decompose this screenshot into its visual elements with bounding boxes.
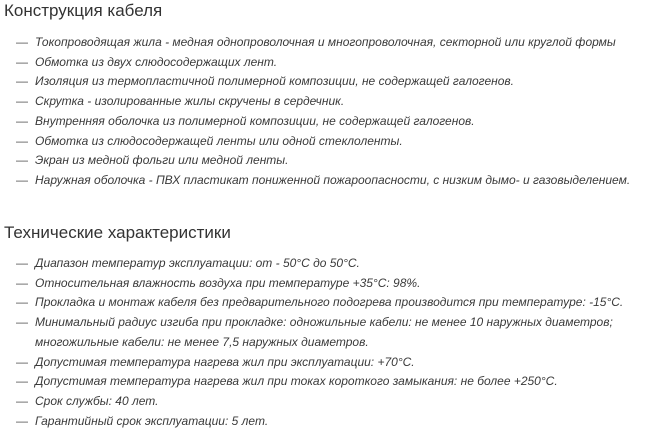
bullet-dash-icon: — <box>16 153 28 168</box>
cable-construction-list <box>16 33 671 191</box>
list-item-text: Срок службы: 40 лет. <box>35 393 159 408</box>
list-item-text: Токопроводящая жила - медная однопроволочная и многопроволочная, секторной или круглой формы <box>35 35 616 49</box>
list-item <box>16 132 671 152</box>
list-item <box>16 353 671 373</box>
list-item-text: Обмотка из слюдосодержащей ленты или одной стеклоленты. <box>35 133 403 148</box>
list-item <box>16 33 671 53</box>
list-item <box>16 112 671 132</box>
list-item <box>16 392 671 412</box>
list-item <box>16 412 671 432</box>
list-item <box>16 293 671 313</box>
bullet-dash-icon: — <box>16 54 28 69</box>
list-item-text: Наружная оболочка - ПВХ пластикат пониженной пожароопасности, с низким дымо- и газовыделением. <box>35 172 631 187</box>
list-item-text: Диапазон температур эксплуатации: от - 50°С до 50°С. <box>35 256 360 270</box>
list-item-text: Минимальный радиус изгиба при прокладке: одножильные кабели: не менее 10 наружных диаметров; <box>35 315 613 330</box>
bullet-dash-icon: — <box>16 256 28 270</box>
bullet-dash-icon: — <box>16 315 28 330</box>
bullet-dash-icon: — <box>16 172 28 187</box>
bullet-dash-icon: — <box>16 413 28 428</box>
bullet-dash-icon: — <box>16 94 28 109</box>
bullet-dash-icon: — <box>16 35 28 49</box>
bullet-dash-icon: — <box>16 354 28 369</box>
technical-specs-heading: Технические характеристики <box>4 223 231 242</box>
list-item-text: Допустимая температура нагрева жил при токах короткого замыкания: не более +250°С. <box>35 374 558 389</box>
list-item-text: Относительная влажность воздуха при температуре +35°С: 98%. <box>35 275 421 290</box>
list-item-continuation: многожильные кабели: не менее 7,5 наружных диаметров. <box>35 334 369 349</box>
bullet-dash-icon: — <box>16 113 28 128</box>
list-item-text: Обмотка из двух слюдосодержащих лент. <box>35 54 278 69</box>
bullet-dash-icon: — <box>16 133 28 148</box>
list-item-text: Гарантийный срок эксплуатации: 5 лет. <box>35 413 269 428</box>
bullet-dash-icon: — <box>16 393 28 408</box>
list-item <box>16 72 671 92</box>
bullet-dash-icon: — <box>16 275 28 290</box>
list-item-text: Внутренняя оболочка из полимерной композиции, не содержащей галогенов. <box>35 113 475 128</box>
list-item <box>16 53 671 73</box>
list-item-text: Изоляция из термопластичной полимерной композиции, не содержащей галогенов. <box>35 74 515 89</box>
list-item <box>16 313 671 352</box>
list-item <box>16 171 671 191</box>
bullet-dash-icon: — <box>16 74 28 89</box>
list-item <box>16 372 671 392</box>
list-item-text: Прокладка и монтаж кабеля без предварительного подогрева производится при температуре: -15°С. <box>35 295 624 310</box>
list-item-text: Скрутка - изолированные жилы скручены в сердечник. <box>35 94 345 109</box>
list-item <box>16 254 671 274</box>
cable-construction-heading: Конструкция кабеля <box>4 1 163 20</box>
list-item-text: Допустимая температура нагрева жил при эксплуатации: +70°С. <box>35 354 415 369</box>
list-item <box>16 274 671 294</box>
list-item <box>16 151 671 171</box>
list-item <box>16 92 671 112</box>
technical-specs-list <box>16 254 671 431</box>
bullet-dash-icon: — <box>16 374 28 389</box>
bullet-dash-icon: — <box>16 295 28 310</box>
list-item-text: Экран из медной фольги или медной ленты. <box>35 153 289 168</box>
